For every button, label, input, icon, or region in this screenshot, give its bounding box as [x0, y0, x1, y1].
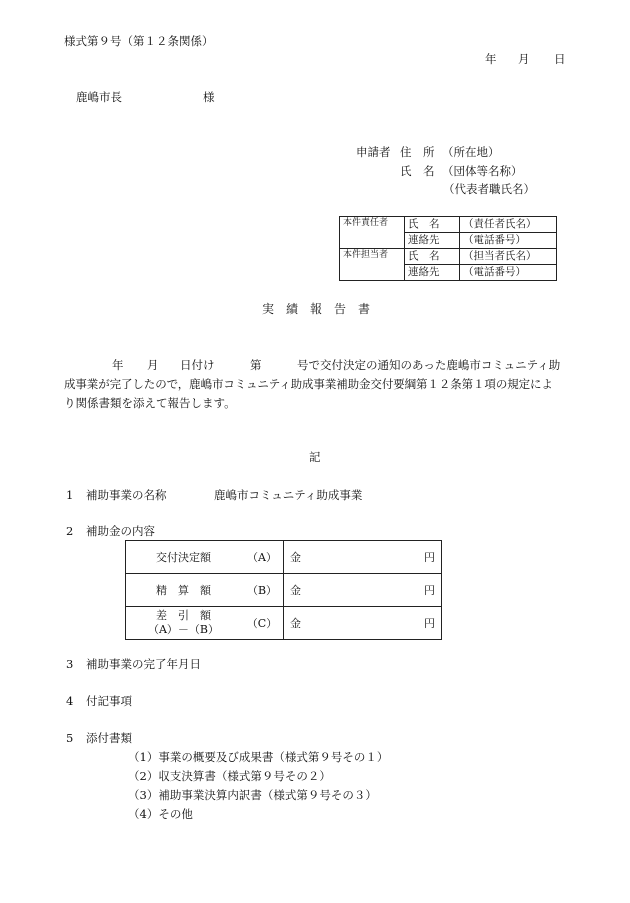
- amount-label-formula: （A）－（B）: [147, 623, 220, 636]
- body-line1-rest: 号で交付決定の通知のあった鹿嶋市コミュニティ助: [297, 358, 561, 372]
- body-month: 月: [147, 358, 159, 372]
- contact-row: [340, 249, 557, 265]
- item-number: 2: [66, 524, 74, 538]
- item-number: 1: [66, 488, 74, 502]
- date-month: 月: [518, 52, 530, 66]
- contact-name-label: 氏 名: [405, 217, 460, 233]
- amount-table: [125, 540, 442, 640]
- body-line2: 成事業が完了したので，鹿嶋市コミュニティ助成事業補助金交付要綱第１２条第１項の規定によ: [64, 377, 553, 391]
- amount-label-cell: [126, 607, 242, 640]
- contact-name-label: 氏 名: [405, 249, 460, 265]
- amount-label: 交付決定額: [126, 541, 242, 574]
- contact-role: 本件担当者: [340, 249, 405, 281]
- addressee-honorific: 様: [203, 90, 215, 104]
- body-dai: 第: [250, 358, 262, 372]
- document-title: 実 績 報 告 書: [262, 302, 371, 316]
- item-number: 3: [66, 657, 74, 671]
- item-label: 補助金の内容: [86, 524, 155, 538]
- amount-row: [126, 574, 442, 607]
- amount-label: 精 算 額: [126, 574, 242, 607]
- date-year: 年: [485, 52, 497, 66]
- attachment-item: （2）収支決算書（様式第９号その２）: [128, 769, 331, 783]
- body-line3: り関係書類を添えて報告します。: [64, 396, 236, 410]
- amount-value: [284, 541, 442, 574]
- amount-en: 円: [424, 550, 435, 564]
- amount-row: [126, 541, 442, 574]
- amount-row: [126, 607, 442, 640]
- applicant-name-label: 氏 名: [400, 164, 435, 178]
- item-number: 5: [66, 731, 74, 745]
- item-number: 4: [66, 694, 74, 708]
- contact-phone-label: 連絡先: [405, 233, 460, 249]
- item-label: 補助事業の完了年月日: [86, 657, 201, 671]
- addressee-name: 鹿嶋市長: [76, 90, 122, 104]
- applicant-rep-hint: （代表者職氏名）: [443, 182, 535, 196]
- amount-kin: 金: [290, 616, 301, 630]
- amount-kin: 金: [290, 550, 301, 564]
- contact-row: [340, 217, 557, 233]
- amount-kin: 金: [290, 583, 301, 597]
- contact-phone-hint: （電話番号）: [460, 265, 557, 281]
- body-day-suffix: 日付け: [180, 358, 215, 372]
- item-value: 鹿嶋市コミュニティ助成事業: [214, 488, 363, 502]
- contact-table: [339, 216, 557, 281]
- contact-name-hint: （担当者氏名）: [460, 249, 557, 265]
- amount-en: 円: [424, 583, 435, 597]
- date-day: 日: [554, 52, 566, 66]
- contact-name-hint: （責任者氏名）: [460, 217, 557, 233]
- amount-label: 差 引 額: [156, 609, 211, 622]
- amount-value: [284, 574, 442, 607]
- contact-phone-hint: （電話番号）: [460, 233, 557, 249]
- item-label: 添付書類: [86, 731, 132, 745]
- amount-code: （C）: [241, 607, 284, 640]
- amount-code: （A）: [241, 541, 284, 574]
- attachment-item: （1）事業の概要及び成果書（様式第９号その１）: [128, 750, 389, 764]
- ki-heading: 記: [309, 450, 321, 464]
- body-year: 年: [112, 358, 124, 372]
- applicant-address-label: 住 所: [400, 145, 435, 159]
- form-number: 様式第９号（第１２条関係）: [64, 34, 214, 48]
- attachment-item: （3）補助事業決算内訳書（様式第９号その３）: [128, 788, 377, 802]
- contact-phone-label: 連絡先: [405, 265, 460, 281]
- applicant-address-hint: （所在地）: [442, 145, 500, 159]
- item-label: 補助事業の名称: [86, 488, 167, 502]
- amount-value: [284, 607, 442, 640]
- item-label: 付記事項: [86, 694, 132, 708]
- contact-role: 本件責任者: [340, 217, 405, 249]
- attachment-item: （4）その他: [128, 807, 193, 821]
- applicant-label: 申請者: [356, 145, 391, 159]
- amount-en: 円: [424, 616, 435, 630]
- applicant-name-hint: （団体等名称）: [442, 164, 523, 178]
- amount-code: （B）: [241, 574, 284, 607]
